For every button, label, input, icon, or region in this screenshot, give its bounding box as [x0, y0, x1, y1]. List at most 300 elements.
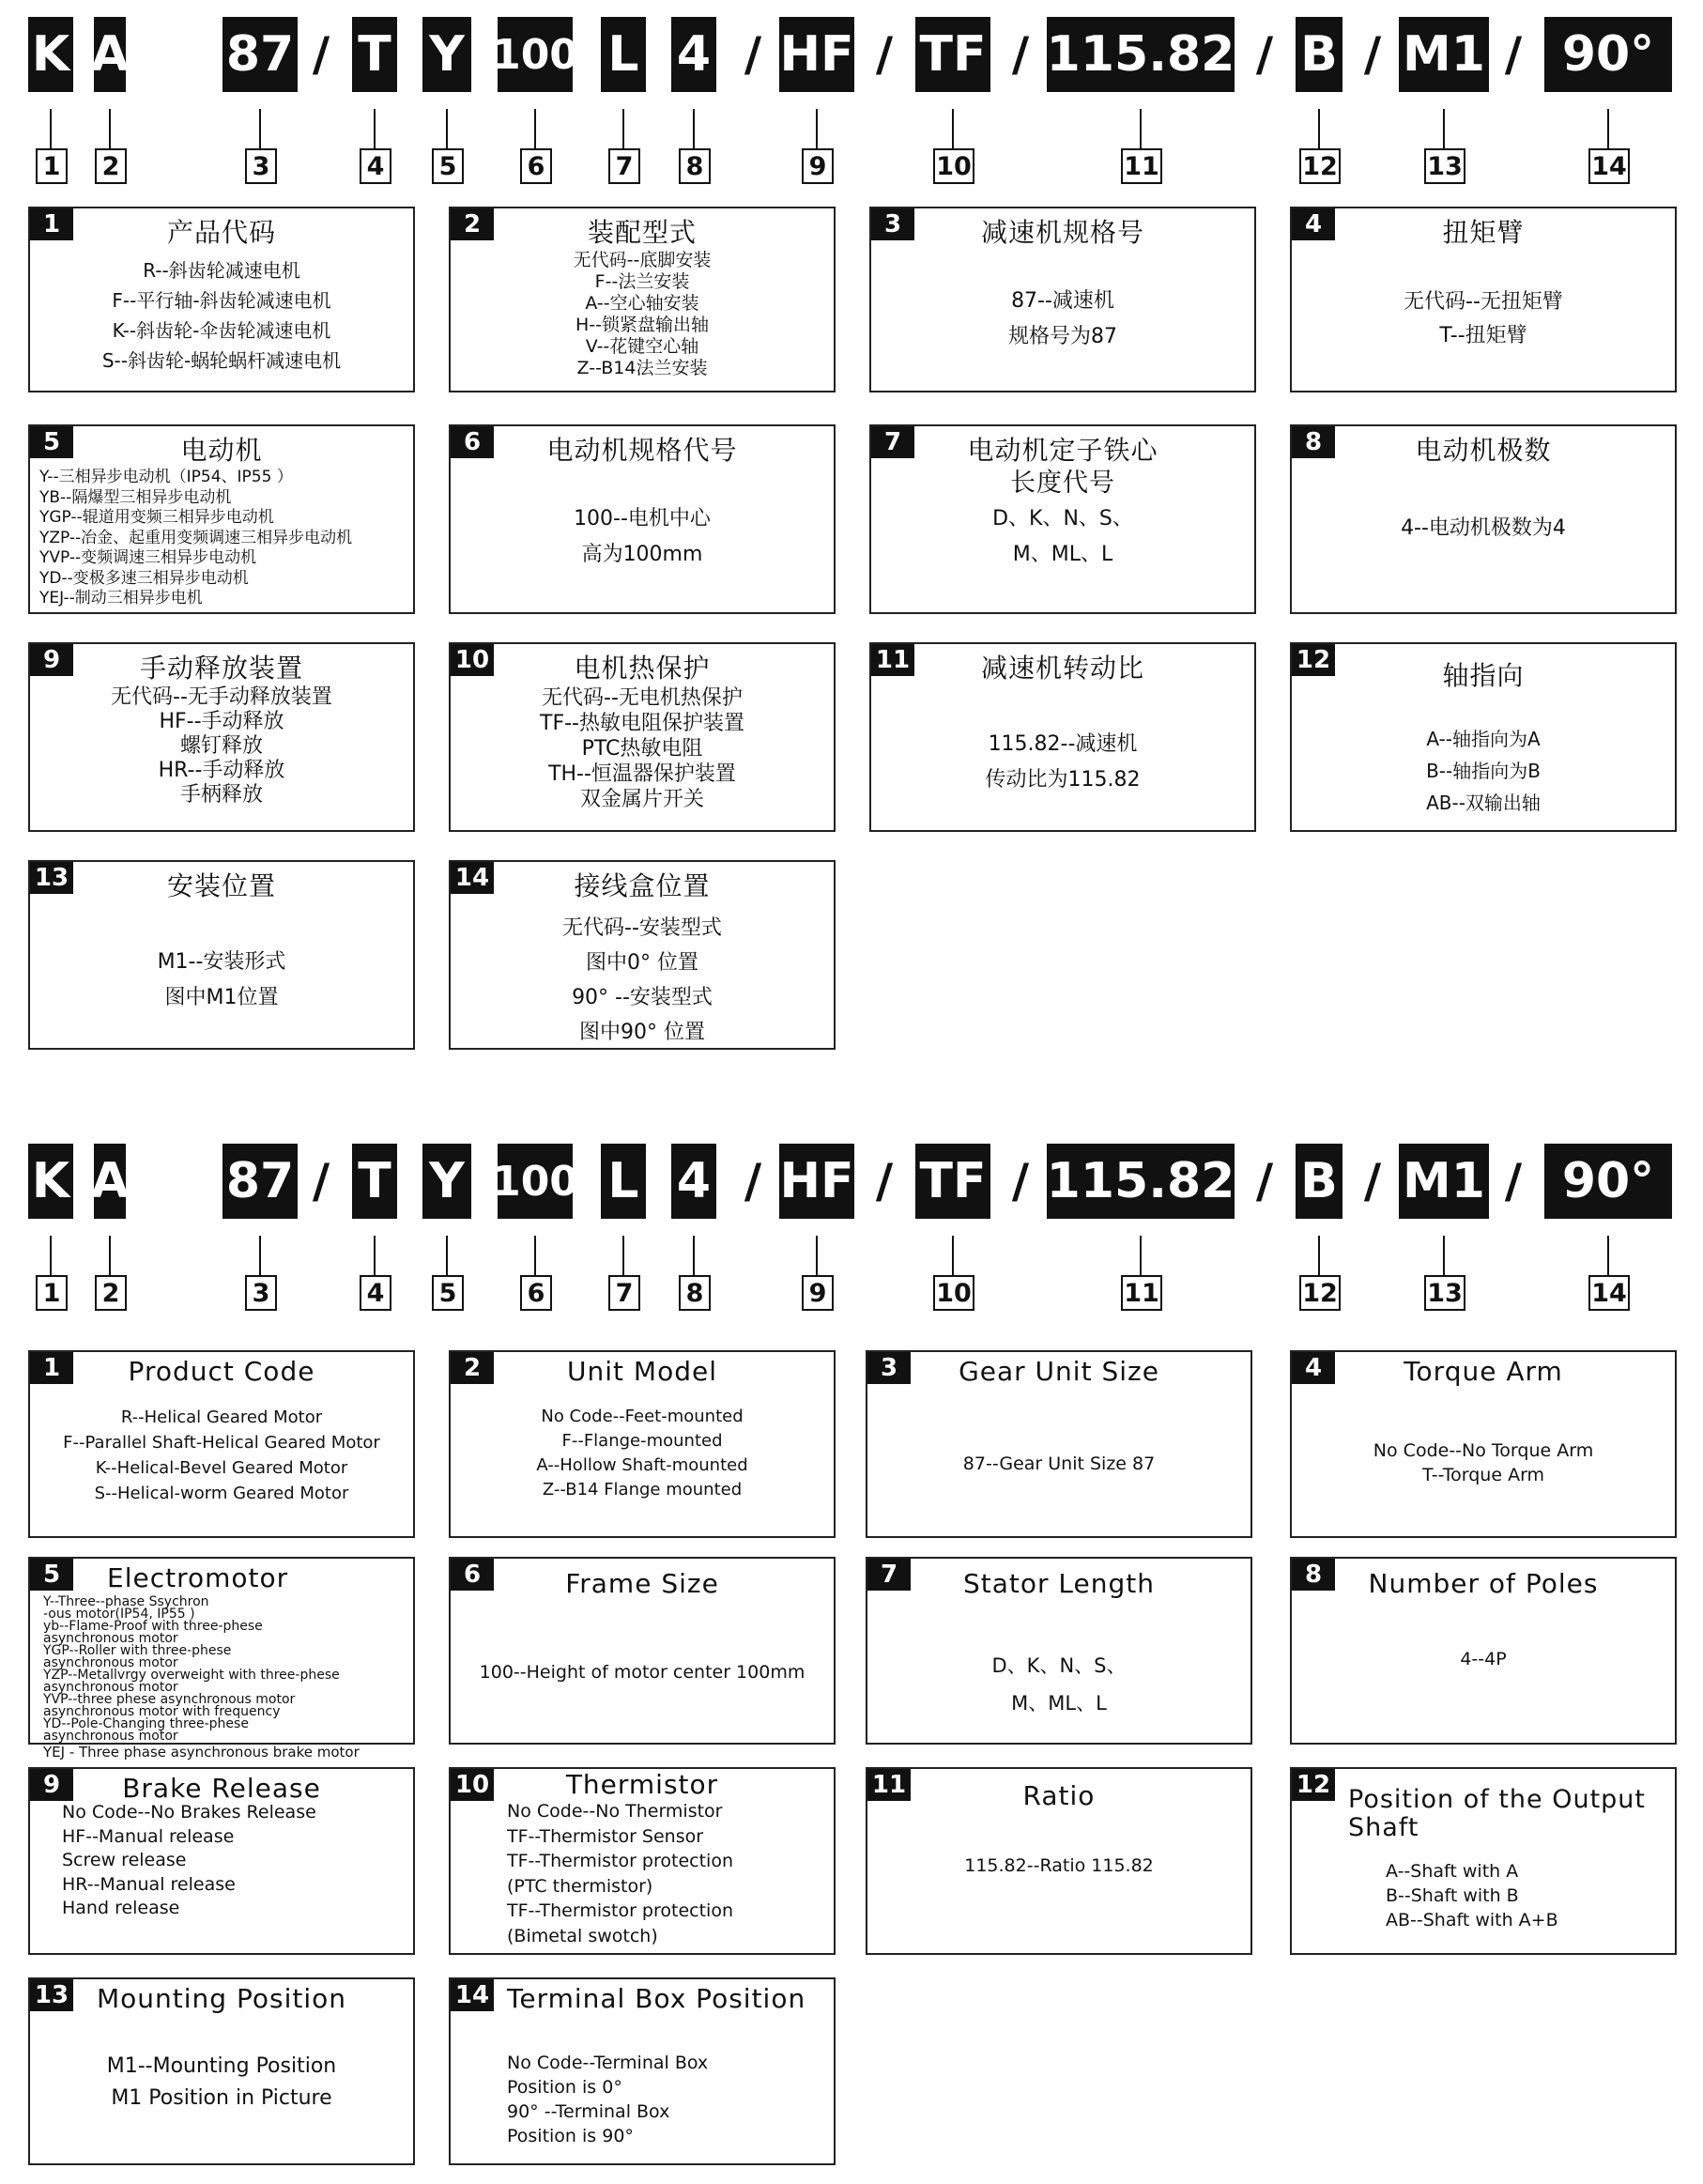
card-line: No Code--No Thermistor — [507, 1801, 723, 1822]
card-number-badge: 9 — [30, 644, 73, 676]
card-line: 无代码--底脚安装 — [573, 250, 712, 270]
card-body — [867, 1452, 1250, 1476]
card-line: TH--恒温器保护装置 — [548, 762, 736, 786]
card-line: 无代码--安装型式 — [562, 916, 722, 940]
card-line: YEJ - Three phase asynchronous brake motor — [43, 1744, 360, 1761]
card-line: YEJ--制动三相异步电机 — [39, 589, 203, 608]
code-segment: 90° — [1544, 17, 1672, 92]
connector-line — [446, 1236, 448, 1279]
card-line: D、K、N、S、 — [991, 1654, 1127, 1677]
position-number: 2 — [95, 1275, 127, 1311]
code-separator: / — [1504, 1154, 1523, 1208]
code-separator: / — [744, 1154, 762, 1208]
card-number-badge: 3 — [871, 208, 914, 240]
position-number: 2 — [95, 148, 127, 184]
card-line: Hand release — [62, 1898, 180, 1918]
card-line: TF--Thermistor Sensor — [507, 1825, 704, 1847]
card-line: 90° --Terminal Box — [507, 2101, 670, 2122]
code-segment: 115.82 — [1047, 1144, 1235, 1219]
card-line: 螺钉释放 — [179, 734, 263, 758]
connector-line — [1443, 109, 1445, 152]
card-line: (PTC thermistor) — [507, 1875, 653, 1897]
card-line: B--Shaft with B — [1386, 1885, 1519, 1906]
card-body — [30, 685, 413, 807]
card-line: A--空心轴安装 — [585, 293, 699, 314]
card-number-badge: 10 — [451, 644, 494, 676]
card-body — [1292, 285, 1675, 353]
card-line: M、ML、L — [1011, 1692, 1107, 1715]
card-title: Stator Length — [962, 1568, 1155, 1599]
card-line: Z--B14法兰安装 — [576, 358, 708, 378]
code-card-3 — [866, 1350, 1252, 1538]
card-line: YD--变极多速三相异步电动机 — [39, 568, 249, 588]
card-line: 4--电动机极数为4 — [1401, 516, 1566, 540]
card-line: 传动比为115.82 — [985, 768, 1141, 792]
card-title: 安装位置 — [166, 870, 276, 901]
card-line: Position is 90° — [507, 2126, 634, 2146]
card-line: No Code--No Brakes Release — [62, 1802, 316, 1823]
card-body — [451, 250, 834, 379]
code-card-7 — [866, 1557, 1252, 1745]
card-number-badge: 7 — [871, 426, 914, 458]
code-segment: Y — [422, 17, 471, 92]
code-card-4 — [1290, 1350, 1677, 1538]
position-number: 14 — [1588, 148, 1630, 184]
code-segment: B — [1296, 17, 1342, 92]
code-separator: / — [1255, 1154, 1274, 1208]
card-line: HR--手动释放 — [158, 759, 285, 782]
connector-line — [952, 1236, 954, 1279]
code-segment: 87 — [222, 1144, 298, 1219]
code-separator: / — [1255, 27, 1274, 82]
card-line: 图中0° 位置 — [586, 951, 698, 975]
card-line: AB--双输出轴 — [1426, 792, 1541, 814]
card-line: No Code--Terminal Box — [507, 2053, 709, 2073]
code-segment: 115.82 — [1047, 17, 1235, 92]
card-line: F--Parallel Shaft-Helical Geared Motor — [63, 1433, 380, 1453]
code-card-2 — [449, 207, 836, 392]
code-card-10 — [449, 642, 836, 832]
card-line: B--轴指向为B — [1426, 760, 1541, 782]
card-line: 手柄释放 — [179, 783, 263, 807]
code-card-13 — [28, 860, 415, 1050]
chinese-section — [0, 0, 1703, 1089]
card-line: 100--电机中心 — [574, 507, 711, 531]
card-line: Position is 0° — [507, 2077, 622, 2098]
card-title: Brake Release — [122, 1773, 321, 1804]
card-line: 87--减速机 — [1011, 289, 1114, 313]
card-line: M、ML、L — [1012, 543, 1113, 566]
position-number: 10 — [933, 148, 974, 184]
code-card-3 — [869, 207, 1256, 392]
code-segment: T — [352, 1144, 397, 1219]
code-card-14 — [449, 860, 836, 1050]
card-line: 图中M1位置 — [164, 986, 279, 1009]
code-card-6 — [449, 1557, 836, 1745]
card-title: 电机热保护 — [574, 653, 711, 684]
code-card-12 — [1290, 642, 1677, 832]
card-number-badge: 4 — [1292, 1352, 1335, 1384]
card-line: Z--B14 Flange mounted — [542, 1480, 743, 1500]
card-line: (Bimetal swotch) — [507, 1925, 658, 1946]
code-card-10 — [449, 1767, 836, 1955]
position-number: 12 — [1299, 148, 1341, 184]
position-number: 6 — [520, 148, 552, 184]
position-number: 9 — [802, 1275, 834, 1311]
card-line: HR--Manual release — [62, 1873, 236, 1895]
code-segment: M1 — [1399, 17, 1489, 92]
english-section — [0, 1127, 1703, 2184]
card-line: HF--Manual release — [62, 1825, 235, 1847]
card-number-badge: 7 — [867, 1559, 911, 1591]
card-line: 无代码--无电机热保护 — [542, 686, 743, 710]
card-body — [871, 466, 1254, 573]
card-line: 规格号为87 — [1008, 325, 1117, 348]
card-title: Frame Size — [565, 1568, 719, 1599]
card-line: 双金属片开关 — [579, 788, 704, 811]
card-title: Unit Model — [567, 1356, 717, 1387]
card-line: S--斜齿轮-蜗轮蜗杆减速电机 — [101, 349, 342, 372]
card-number-badge: 2 — [451, 208, 494, 240]
card-title: 装配型式 — [587, 217, 697, 248]
card-line: YGP--辊道用变频三相异步电动机 — [39, 508, 274, 527]
card-title: Product Code — [128, 1356, 315, 1387]
card-title: Position of the Output Shaft — [1348, 1785, 1646, 1842]
card-line: 115.82--Ratio 115.82 — [964, 1855, 1154, 1876]
model-code-row — [0, 17, 1703, 181]
position-number: 5 — [432, 1275, 464, 1311]
card-number-badge: 11 — [867, 1769, 911, 1801]
code-separator: / — [1011, 27, 1030, 82]
card-line: Screw release — [62, 1850, 187, 1870]
card-line: F--平行轴-斜齿轮减速电机 — [112, 289, 331, 312]
card-line: F--法兰安装 — [594, 271, 690, 292]
card-line: T--Torque Arm — [1421, 1465, 1545, 1485]
position-number: 14 — [1588, 1275, 1630, 1311]
card-line: asynchronous motor — [43, 1680, 178, 1695]
connector-line — [622, 1236, 624, 1279]
code-segment: 4 — [671, 17, 716, 92]
code-card-5 — [28, 424, 415, 614]
code-card-8 — [1290, 1557, 1677, 1745]
connector-line — [1318, 1236, 1320, 1279]
card-number-badge: 13 — [30, 862, 73, 894]
position-number: 12 — [1299, 1275, 1341, 1311]
position-number: 3 — [245, 148, 277, 184]
card-line: YVP--three phese asynchronous motor — [43, 1692, 296, 1707]
card-line: Y--Three--phase Ssychron — [43, 1594, 209, 1609]
card-line: No Code--No Torque Arm — [1373, 1440, 1594, 1461]
card-body — [30, 1596, 413, 1761]
card-body — [871, 284, 1254, 355]
position-number: 13 — [1424, 148, 1465, 184]
card-title: 接线盒位置 — [574, 870, 711, 901]
position-number: 7 — [608, 1275, 640, 1311]
position-number: 4 — [360, 148, 391, 184]
card-line: YZP--冶金、起重用变频调速三相异步电动机 — [39, 528, 353, 547]
card-title: 减速机规格号 — [980, 217, 1144, 248]
card-line: M1--Mounting Position — [106, 2054, 337, 2078]
card-line: H--锁紧盘输出轴 — [575, 315, 709, 335]
code-card-1 — [28, 1350, 415, 1538]
position-number: 3 — [245, 1275, 277, 1311]
card-title: 电动机 — [180, 435, 263, 466]
card-number-badge: 8 — [1292, 426, 1335, 458]
card-title: Gear Unit Size — [959, 1356, 1159, 1387]
connector-line — [374, 109, 376, 152]
card-line: F--Flange-mounted — [561, 1431, 723, 1451]
code-separator: / — [875, 27, 894, 82]
card-line: M1 Position in Picture — [111, 2086, 332, 2110]
card-body — [1292, 1859, 1675, 1932]
code-segment: M1 — [1399, 1144, 1489, 1219]
card-number-badge: 12 — [1292, 644, 1335, 676]
card-number-badge: 11 — [871, 644, 914, 676]
card-line: 87--Gear Unit Size 87 — [962, 1453, 1156, 1474]
connector-line — [50, 109, 52, 152]
card-line: T--扭矩臂 — [1439, 324, 1527, 347]
card-number-badge: 14 — [451, 862, 494, 894]
connector-line — [1607, 1236, 1609, 1279]
card-line: R--Helical Geared Motor — [120, 1407, 323, 1427]
card-line: M1--安装形式 — [157, 950, 286, 974]
code-segment: 100 — [498, 17, 573, 92]
card-line: Y--三相异步电动机（IP54、IP55 ） — [39, 468, 293, 486]
code-segment: TF — [915, 17, 990, 92]
card-title: 轴指向 — [1442, 660, 1525, 691]
connector-line — [693, 1236, 695, 1279]
card-number-badge: 12 — [1292, 1769, 1335, 1801]
card-line: K--Helical-Bevel Geared Motor — [95, 1458, 348, 1478]
card-body — [451, 1660, 834, 1684]
connector-line — [816, 109, 818, 152]
model-code-row — [0, 1144, 1703, 1308]
connector-line — [109, 1236, 111, 1279]
connector-line — [952, 109, 954, 152]
card-body — [30, 468, 413, 609]
card-line: PTC热敏电阻 — [581, 737, 703, 761]
card-body — [451, 911, 834, 1050]
card-line: TF--Thermistor protection — [507, 1851, 733, 1871]
code-separator: / — [1504, 27, 1523, 82]
card-body — [867, 1647, 1250, 1722]
card-number-badge: 3 — [867, 1352, 911, 1384]
card-body — [867, 1853, 1250, 1878]
card-line: S--Helical-worm Geared Motor — [94, 1484, 349, 1503]
card-line: YD--Pole-Changing three-phese — [43, 1716, 249, 1731]
card-number-badge: 1 — [30, 208, 73, 240]
connector-line — [374, 1236, 376, 1279]
position-number: 4 — [360, 1275, 391, 1311]
position-number: 1 — [36, 1275, 68, 1311]
card-body — [451, 685, 834, 812]
card-title: Mounting Position — [97, 1983, 346, 2014]
card-title: Thermistor — [565, 1769, 719, 1800]
card-line: asynchronous motor with frequency — [43, 1704, 281, 1719]
code-separator: / — [744, 27, 762, 82]
card-number-badge: 9 — [30, 1769, 73, 1801]
position-number: 13 — [1424, 1275, 1465, 1311]
card-title: Electromotor — [107, 1562, 289, 1593]
card-line: asynchronous motor — [43, 1729, 178, 1744]
card-line: A--Hollow Shaft-mounted — [536, 1455, 748, 1475]
card-body — [1292, 1438, 1675, 1487]
position-number: 9 — [802, 148, 834, 184]
position-number: 10 — [933, 1275, 974, 1311]
code-separator: / — [1011, 1154, 1030, 1208]
code-card-9 — [28, 1767, 415, 1955]
code-card-11 — [866, 1767, 1252, 1955]
connector-line — [259, 109, 261, 152]
connector-line — [622, 109, 624, 152]
card-line: 图中90° 位置 — [579, 1021, 705, 1044]
code-card-5 — [28, 1557, 415, 1761]
card-title: 产品代码 — [166, 217, 276, 248]
card-line: A--轴指向为A — [1426, 728, 1541, 750]
card-body — [30, 2051, 413, 2115]
code-segment: TF — [915, 1144, 990, 1219]
card-line: YZP--Metallvrgy overweight with three-phese — [43, 1668, 340, 1683]
card-line: YVP--变频调速三相异步电动机 — [39, 548, 257, 567]
code-card-14 — [449, 1977, 836, 2165]
code-segment: L — [601, 1144, 646, 1219]
code-card-11 — [869, 642, 1256, 832]
card-line: YGP--Roller with three-phese — [43, 1643, 232, 1658]
code-separator: / — [312, 27, 330, 82]
position-number: 7 — [608, 148, 640, 184]
card-line: yb--Flame-Proof with three-phese — [43, 1619, 263, 1634]
code-separator: / — [312, 1154, 330, 1208]
card-title: 电动机规格代号 — [546, 435, 738, 466]
code-segment: Y — [422, 1144, 471, 1219]
code-segment: 4 — [671, 1144, 716, 1219]
card-number-badge: 1 — [30, 1352, 73, 1384]
code-separator: / — [875, 1154, 894, 1208]
connector-line — [446, 109, 448, 152]
connector-line — [534, 109, 536, 152]
card-number-badge: 4 — [1292, 208, 1335, 240]
position-number: 1 — [36, 148, 68, 184]
card-line: asynchronous motor — [43, 1655, 178, 1670]
card-line: -ous motor(IP54, IP55 ) — [43, 1607, 195, 1622]
code-segment: L — [601, 17, 646, 92]
card-title: 电动机极数 — [1415, 435, 1552, 466]
card-line: 100--Height of motor center 100mm — [479, 1662, 805, 1683]
card-line: 115.82--减速机 — [988, 732, 1138, 756]
connector-line — [1318, 109, 1320, 152]
connector-line — [693, 109, 695, 152]
card-line: 无代码--无手动释放装置 — [111, 685, 332, 709]
card-line: 高为100mm — [581, 543, 703, 566]
code-card-6 — [449, 424, 836, 614]
card-line: YB--隔爆型三相异步电动机 — [39, 487, 232, 507]
card-number-badge: 6 — [451, 1559, 494, 1591]
code-separator: / — [1363, 1154, 1382, 1208]
card-line: K--斜齿轮-伞齿轮减速电机 — [112, 319, 331, 342]
card-title: Torque Arm — [1404, 1356, 1563, 1387]
connector-line — [1140, 109, 1142, 152]
card-body — [1292, 1647, 1675, 1671]
card-line: 4--4P — [1460, 1649, 1507, 1669]
position-number: 11 — [1121, 1275, 1162, 1311]
code-segment: HF — [779, 1144, 854, 1219]
code-segment: 90° — [1544, 1144, 1672, 1219]
card-line: TF--热敏电阻保护装置 — [540, 712, 744, 735]
connector-line — [1607, 109, 1609, 152]
code-segment: K — [28, 1144, 73, 1219]
card-line: V--花键空心轴 — [585, 336, 699, 357]
code-segment: HF — [779, 17, 854, 92]
connector-line — [109, 109, 111, 152]
position-number: 6 — [520, 1275, 552, 1311]
card-title: 手动释放装置 — [139, 653, 303, 684]
connector-line — [259, 1236, 261, 1279]
code-card-9 — [28, 642, 415, 832]
card-number-badge: 10 — [451, 1769, 494, 1801]
card-line: AB--Shaft with A+B — [1386, 1910, 1558, 1930]
card-body — [451, 2051, 834, 2148]
card-line: TF--Thermistor protection — [507, 1900, 733, 1921]
card-number-badge: 5 — [30, 426, 73, 458]
code-segment: 100 — [498, 1144, 573, 1219]
card-title: Terminal Box Position — [507, 1983, 806, 2014]
card-number-badge: 8 — [1292, 1559, 1335, 1591]
card-body — [451, 501, 834, 573]
code-card-2 — [449, 1350, 836, 1538]
position-number: 8 — [679, 148, 711, 184]
card-line: R--斜齿轮减速电机 — [143, 259, 300, 282]
card-line: D、K、N、S、 — [992, 507, 1133, 531]
card-line: HF--手动释放 — [159, 710, 284, 733]
code-card-1 — [28, 207, 415, 392]
connector-line — [50, 1236, 52, 1279]
card-body — [451, 1799, 834, 1948]
card-number-badge: 14 — [451, 1979, 494, 2011]
code-segment: A — [94, 17, 126, 92]
position-number: 11 — [1121, 148, 1162, 184]
card-body — [30, 1405, 413, 1506]
code-card-7 — [869, 424, 1256, 614]
card-line: No Code--Feet-mounted — [541, 1407, 744, 1426]
card-body — [30, 255, 413, 376]
card-line: 无代码--无扭矩臂 — [1404, 290, 1563, 314]
card-number-badge: 5 — [30, 1559, 73, 1591]
card-number-badge: 13 — [30, 1979, 73, 2011]
card-number-badge: 2 — [451, 1352, 494, 1384]
card-title: Ratio — [1022, 1780, 1096, 1811]
card-line: asynchronous motor — [43, 1631, 178, 1646]
connector-line — [816, 1236, 818, 1279]
card-title: 减速机转动比 — [980, 653, 1144, 684]
card-line: A--Shaft with A — [1386, 1861, 1519, 1882]
connector-line — [1140, 1236, 1142, 1279]
card-title: Number of Poles — [1368, 1568, 1599, 1599]
card-body — [871, 727, 1254, 798]
card-body — [1292, 516, 1675, 541]
code-segment: B — [1296, 1144, 1342, 1219]
card-line: 长度代号 — [1010, 469, 1115, 498]
position-number: 5 — [432, 148, 464, 184]
card-body — [30, 1801, 413, 1921]
card-body — [30, 945, 413, 1016]
card-body — [1292, 723, 1675, 819]
card-title: 电动机定子铁心 — [967, 435, 1158, 466]
code-card-12 — [1290, 1767, 1677, 1955]
code-separator: / — [1363, 27, 1382, 82]
code-segment: T — [352, 17, 397, 92]
code-segment: A — [94, 1144, 126, 1219]
code-segment: K — [28, 17, 73, 92]
